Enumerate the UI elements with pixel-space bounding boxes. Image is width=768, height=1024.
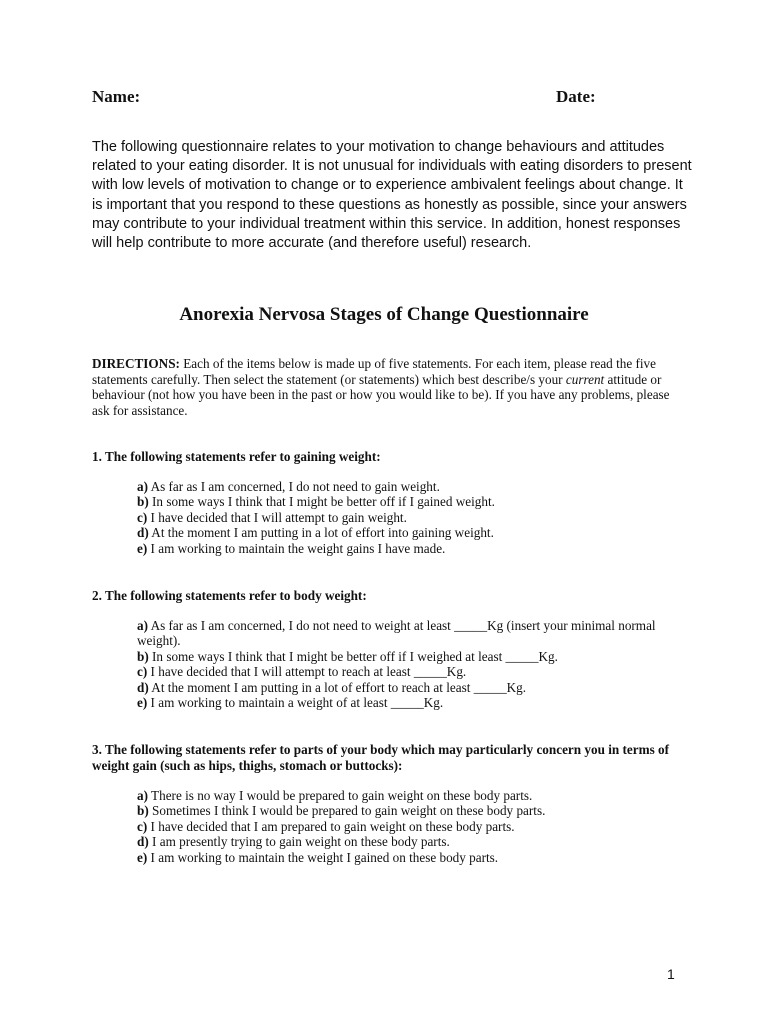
question-3-option-b [137, 803, 677, 818]
intro-paragraph: The following questionnaire relates to your motivation to change behaviours and attitudes related to your eating disorder. It is not unusual for individuals with eating disorders to present with low levels of motivation to change or to experience ambivalent feelings about change. It is important that you respond to these questions as honestly as possible, since your answers may contribute to your individual treatment within this service. In addition, honest responses will help contribute to more accurate (and therefore useful) research. [92, 139, 692, 252]
question-3-option-d [137, 834, 677, 849]
option-letter: c) [137, 509, 148, 525]
question-2-heading: 2. The following statements refer to body weight: [92, 588, 367, 603]
option-text: As far as I am concerned, I do not need to weight at least _____Kg (insert your minimal normal weight). [137, 618, 656, 649]
option-letter: d) [137, 679, 149, 695]
date-label: Date: [556, 87, 596, 106]
question-1-options [137, 479, 677, 556]
option-text: I am presently trying to gain weight on these body parts. [148, 834, 450, 850]
question-1-option-a [137, 479, 677, 494]
option-letter: e) [137, 695, 148, 711]
option-letter: c) [137, 664, 148, 680]
option-text: I have decided that I will attempt to reach at least _____Kg. [147, 664, 467, 680]
option-letter: d) [137, 525, 149, 541]
option-letter: a) [137, 479, 148, 494]
option-letter: a) [137, 618, 148, 633]
directions-label: DIRECTIONS: [92, 356, 180, 371]
directions-text-before: Each of the items below is made up of five statements. For each item, please read the five statements carefully. Then select the statement (or statements) which best describe/s your [92, 356, 656, 387]
question-1-heading: 1. The following statements refer to gaining weight: [92, 449, 381, 464]
option-text: I am working to maintain the weight gains I have made. [147, 540, 446, 556]
question-3-option-c [137, 819, 677, 834]
option-letter: a) [137, 788, 148, 803]
option-letter: e) [137, 849, 148, 865]
option-letter: b) [137, 494, 149, 510]
option-text: I have decided that I am prepared to gain weight on these body parts. [147, 818, 515, 834]
question-3-options [137, 788, 677, 865]
option-letter: e) [137, 540, 148, 556]
option-text: I have decided that I will attempt to gain weight. [147, 509, 407, 525]
directions-paragraph [92, 356, 682, 418]
option-text: Sometimes I think I would be prepared to gain weight on these body parts. [148, 803, 546, 819]
page-number: 1 [667, 966, 675, 982]
directions-emphasis: current [565, 371, 605, 387]
question-1-option-c [137, 510, 677, 525]
option-text: There is no way I would be prepared to gain weight on these body parts. [148, 788, 533, 803]
question-3-heading: 3. The following statements refer to parts of your body which may particularly concern you in terms of weight gain (such as hips, thighs, stomach or buttocks): [92, 742, 670, 773]
option-letter: c) [137, 818, 148, 834]
option-text: At the moment I am putting in a lot of effort into gaining weight. [148, 525, 494, 541]
question-2-option-a [137, 618, 677, 649]
option-text: I am working to maintain the weight I gained on these body parts. [147, 849, 499, 865]
question-3-option-a [137, 788, 677, 803]
name-label: Name: [92, 87, 141, 106]
option-text: In some ways I think that I might be better off if I weighed at least _____Kg. [148, 648, 558, 664]
option-text: I am working to maintain a weight of at least _____Kg. [147, 695, 444, 711]
question-2-option-e [137, 695, 677, 710]
question-1-option-e [137, 541, 677, 556]
question-2-options [137, 618, 677, 710]
question-2-option-c [137, 664, 677, 679]
option-text: As far as I am concerned, I do not need to gain weight. [148, 479, 440, 494]
question-1-option-d [137, 525, 677, 540]
option-letter: d) [137, 834, 149, 850]
option-text: At the moment I am putting in a lot of effort to reach at least _____Kg. [148, 679, 527, 695]
directions-text-after: attitude or behaviour (not how you have been in the past or how you would like to be). If you have any problems, please ask for assistance. [92, 371, 670, 418]
question-1-option-b [137, 494, 677, 509]
question-2-option-d [137, 680, 677, 695]
question-3-option-e [137, 850, 677, 865]
option-text: In some ways I think that I might be better off if I gained weight. [148, 494, 495, 510]
option-letter: b) [137, 803, 149, 819]
option-letter: b) [137, 648, 149, 664]
question-2-option-b [137, 649, 677, 664]
document-title: Anorexia Nervosa Stages of Change Questionnaire [179, 304, 589, 325]
